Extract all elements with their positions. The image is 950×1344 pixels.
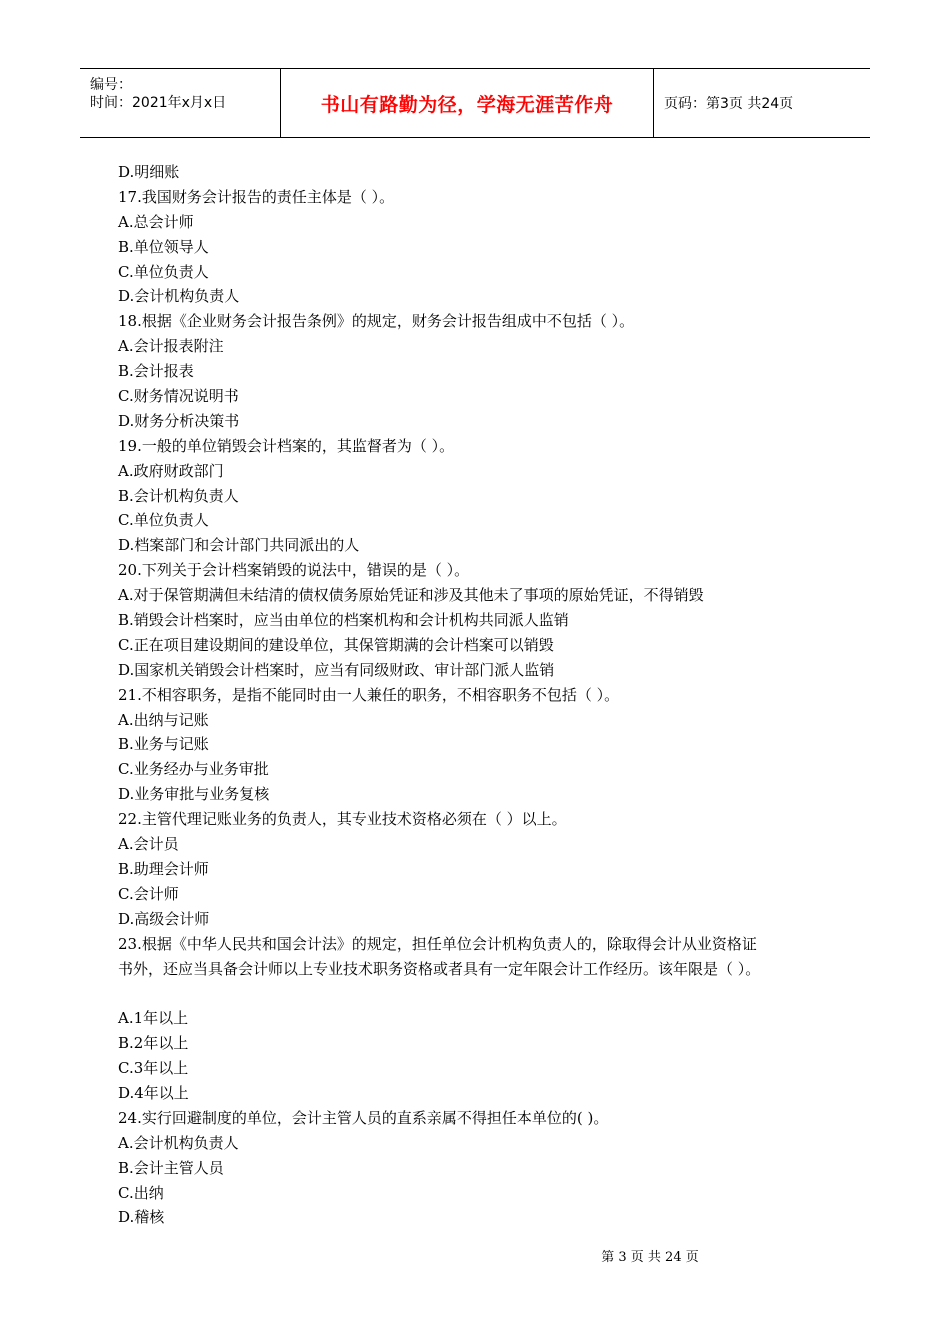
page-footer bbox=[0, 1246, 950, 1265]
text-line: D.业务审批与业务复核 bbox=[118, 785, 270, 804]
text-line: 23.根据《中华人民共和国会计法》的规定，担任单位会计机构负责人的，除取得会计从业资格证 bbox=[118, 934, 757, 953]
text-line: A.会计员 bbox=[118, 835, 179, 854]
footer-page-number: 第 3 页 共 24 页 bbox=[601, 1250, 699, 1265]
text-line: 21.不相容职务，是指不能同时由一人兼任的职务，不相容职务不包括（ ）。 bbox=[118, 685, 620, 704]
text-line: A.总会计师 bbox=[118, 212, 194, 231]
text-line: B.业务与记账 bbox=[118, 735, 209, 754]
text-line: A.1年以上 bbox=[118, 1009, 189, 1028]
text-line: A.会计机构负责人 bbox=[118, 1133, 239, 1152]
text-line: D.档案部门和会计部门共同派出的人 bbox=[118, 536, 360, 555]
header-page-info: 页码：第3页 共24页 bbox=[664, 96, 794, 112]
text-line: B.2年以上 bbox=[118, 1034, 189, 1053]
text-line: 24.实行回避制度的单位，会计主管人员的直系亲属不得担任本单位的( )。 bbox=[118, 1108, 609, 1127]
text-line: 22.主管代理记账业务的负责人，其专业技术资格必须在（ ）以上。 bbox=[118, 810, 567, 829]
text-line: 18.根据《企业财务会计报告条例》的规定，财务会计报告组成中不包括（ ）。 bbox=[118, 312, 635, 331]
text-line: D.会计机构负责人 bbox=[118, 287, 240, 306]
text-line: A.会计报表附注 bbox=[118, 337, 224, 356]
text-line: D.明细账 bbox=[118, 163, 180, 181]
text-line: B.会计报表 bbox=[118, 362, 194, 381]
text-line: C.财务情况说明书 bbox=[118, 387, 239, 406]
text-line: C.单位负责人 bbox=[118, 511, 209, 530]
text-line: B.会计主管人员 bbox=[118, 1158, 224, 1177]
document-body bbox=[118, 160, 838, 1230]
doc-number-label: 编号： bbox=[90, 77, 132, 93]
text-line: C.业务经办与业务审批 bbox=[118, 760, 269, 779]
doc-time-label: 时间：2021年x月x日 bbox=[90, 95, 227, 111]
text-line: A.出纳与记账 bbox=[118, 710, 209, 729]
text-line: C.会计师 bbox=[118, 884, 179, 903]
text-line: A.政府财政部门 bbox=[118, 461, 224, 480]
header-motto: 书山有路勤为径，学海无涯苦作舟 bbox=[320, 93, 614, 116]
page-header bbox=[80, 68, 870, 138]
text-line: B.销毁会计档案时，应当由单位的档案机构和会计机构共同派人监销 bbox=[118, 611, 569, 630]
blank-line bbox=[118, 981, 838, 1006]
header-meta-cell bbox=[80, 69, 281, 137]
text-line: C.出纳 bbox=[118, 1183, 164, 1202]
text-line: 书外，还应当具备会计师以上专业技术职务资格或者具有一定年限会计工作经历。该年限是（ ）。 bbox=[118, 959, 761, 978]
text-line: D.稽核 bbox=[118, 1208, 165, 1227]
text-line: 20.下列关于会计档案销毁的说法中，错误的是（ ）。 bbox=[118, 561, 470, 580]
text-line: B.助理会计师 bbox=[118, 859, 209, 878]
text-line: B.会计机构负责人 bbox=[118, 486, 239, 505]
text-line: D.财务分析决策书 bbox=[118, 411, 240, 430]
text-line: D.4年以上 bbox=[118, 1083, 189, 1102]
header-page-cell bbox=[654, 69, 870, 137]
text-line: B.单位领导人 bbox=[118, 237, 209, 256]
text-line: D.国家机关销毁会计档案时，应当有同级财政、审计部门派人监销 bbox=[118, 660, 555, 679]
text-line: C.单位负责人 bbox=[118, 262, 209, 281]
text-line: C.正在项目建设期间的建设单位，其保管期满的会计档案可以销毁 bbox=[118, 635, 554, 654]
text-line: C.3年以上 bbox=[118, 1059, 189, 1078]
text-line: A.对于保管期满但未结清的债权债务原始凭证和涉及其他未了事项的原始凭证，不得销毁 bbox=[118, 586, 704, 605]
text-line: 19.一般的单位销毁会计档案的，其监督者为（ ）。 bbox=[118, 436, 455, 455]
text-line: D.高级会计师 bbox=[118, 909, 210, 928]
header-motto-cell bbox=[281, 69, 654, 137]
text-line: 17.我国财务会计报告的责任主体是（ ）。 bbox=[118, 187, 395, 206]
